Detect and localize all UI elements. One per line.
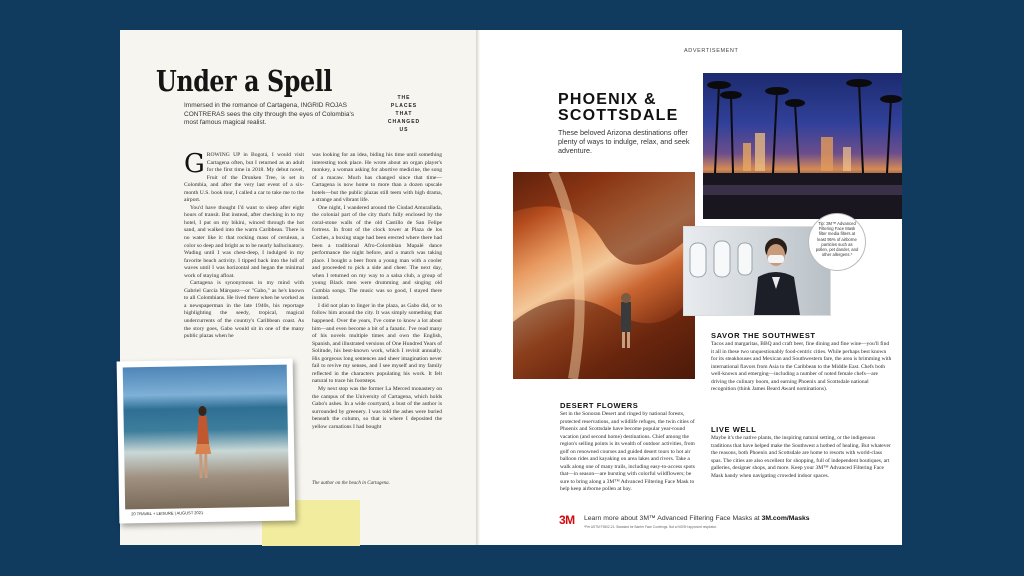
ad-headline-line-1: PHOENIX &	[558, 91, 657, 108]
ad-headline	[558, 92, 678, 124]
fine-print: *Per ASTM F3502-21. Standard for Barrier Face Coverings. Not a NIOSH approved respirator.	[584, 525, 717, 529]
section-body-live-well: Maybe it's the native plants, the inspiring natural setting, or the indigenous traditions that have helped make the Southwest a hotbed of healing. But whatever the reasons, both Phoenix and Scottsdale are home to resorts with world-class spas. The cities are also excellent for shopping, full of independent boutiques, art galleries, designer shops, and more. Keep your 3M™ Advanced Filtering Face Mask handy when navigating crowded indoor spaces.	[711, 435, 891, 479]
paragraph: ROWING UP in Bogotá, I would visit Cartagena often, but I returned as an adult for the first time in 2018. My debut novel, Fruit of the Drunken Tree, is set in Colombia, and after the very last event of a six-month U.S. book tour, I called a car to take me to the airport.	[184, 152, 304, 204]
paragraph: You'd have thought I'd want to sleep after eight hours of transit. But instead, after checking in to my hotel, I put on my bikini, winced through the hot sand, and walked into the warm Caribbean. There is no water like it: that rocking mass of cerulean, a color so deep and bright as to be nearly hallucinatory. Wading until I was chest-deep, I indulged in my favorite beach activity. I tipped back into the lull of waves until I was horizontal and began the minimal work of staying afloat.	[184, 204, 304, 279]
article-dek: Immersed in the romance of Cartagena, INGRID ROJAS CONTRERAS sees the city through the eyes of Colombia's most famous magical realist.	[184, 102, 354, 126]
beach-photo-card	[117, 358, 296, 523]
ad-footer	[584, 515, 810, 522]
paragraph: One night, I wandered around the Ciudad Amurallada, the colonial part of the city that's fully enclosed by the coral-stone walls of the old Castillo de San Felipe fortress. In front of the clock tower at Plaza de los Coches, a boxing stage had been erected where there had been a traditional Afro-Colombian Mapalé dance performance the night before, and a match was taking place. I bought a beer from a young man with a cooler and proceeded to pick a side and cheer. The next day, when I returned on my way to a salsa club, a group of young Black men were drumming and singing old Cumbia songs. The music was so good, I stayed there instead.	[312, 204, 442, 302]
city-night-photo	[703, 73, 902, 219]
advertisement-label: ADVERTISEMENT	[684, 48, 739, 54]
ad-subhead: These beloved Arizona destinations offer plenty of ways to indulge, relax, and seek adventure.	[558, 128, 690, 155]
footer-text: Learn more about 3M™ Advanced Filtering Face Masks at	[584, 515, 762, 522]
section-body-desert: Set in the Sonoran Desert and ringed by national forests, protected reservations, and wildlife refuges, the twin cities of Phoenix and Scottsdale have become popular year-round vacation (and second home) destinations. Chief among the region's selling points is its wealth of outdoor activities, from golf on renowned courses and guided desert tours to hot air balloon rides and kayaking on area lakes and rivers. Take a walk along one of many trails, including easy-to-access spots that—in season—are bursting with colorful wildflowers; be sure to bring along a 3M™ Advanced Filtering Face Mask to help keep airborne pollen at bay.	[560, 411, 695, 492]
3m-logo: 3M	[559, 513, 575, 527]
antelope-canyon-photo	[513, 172, 695, 379]
paragraph: was looking for an idea, biding his time until something interesting took place. He wrote about an organ player's monkey, a woman asking for abortive medicine, the song of a macaw. Much has changed since that time—Cartagena is now home to more than a dozen upscale hotels—but the public plazas still teem with high drama, a strange and vibrant life.	[312, 152, 442, 204]
article-title: Under a Spell	[156, 64, 332, 98]
paragraph: Cartagena is synonymous in my mind with Gabriel García Márquez—or "Gabo," as he's known to all Colombians. He lived there when he worked as a newspaperman in the late 1940s, his reportage highlighting the seedy, tropical, magical undercurrents of the country's Caribbean coast. As the story goes, Gabo would sit in one of the many public plazas when he	[184, 280, 304, 340]
page-gutter	[476, 30, 480, 545]
beach-photo	[123, 365, 289, 510]
section-kicker: THE PLACES THAT CHANGED US	[387, 95, 421, 133]
article-column-2	[312, 152, 442, 467]
drop-cap: G	[184, 152, 205, 179]
footer-link[interactable]: 3M.com/Masks	[761, 515, 810, 522]
tip-bubble: Tip: 3M™ Advanced Filtering Face Mask filter media filters at least 95% of airborne particles such as pollen, pet dander, and other allergens.*	[809, 214, 865, 270]
paragraph: My next stop was the former La Merced monastery on the campus of the University of Cartagena, which holds Gabo's ashes. In a wide courtyard, a bust of the author is surrounded by greenery. I was told the ashes were buried beneath the column, so that is where I deposited the yellow carnations I had bought	[312, 385, 442, 430]
canyon-illustration	[513, 172, 695, 379]
section-heading-savor: SAVOR THE SOUTHWEST	[711, 331, 816, 340]
section-heading-desert: DESERT FLOWERS	[560, 401, 639, 410]
palm-trees-illustration	[703, 73, 902, 219]
page-folio: 20 TRAVEL + LEISURE | AUGUST 2021	[131, 510, 204, 517]
section-heading-live-well: LIVE WELL	[711, 425, 757, 434]
photo-caption: The author on the beach in Cartagena.	[312, 481, 390, 486]
article-column-1	[184, 152, 304, 342]
paragraph: I did not plan to linger in the plaza, as Gabo did, or to follow him around the city. It was simply something that happened. Over the years, I've come to know a lot about him—and even become a bit of a fanatic. I've read many of his novels multiple times and own the English, Spanish, and illustrated versions of One Hundred Years of Solitude, his best-known work, which I revisit annually. His gorgeous long sentences and sheer imagination never fail to revive my senses, and I see myself and my family reflected in the characters populating his work. It felt natural to trace his footsteps.	[312, 302, 442, 385]
section-body-savor: Tacos and margaritas, BBQ and craft beer, fine dining and fine wine—you'll find it all in these two unquestionably food-centric cities. While perhaps best known for its steakhouses and Mexican and Southwestern fare, the area is brimming with international flavors from Asia to the Caribbean to the Middle East. Chefs both well-known and emerging—including a number of noted female chefs—are driving the culinary boom, and earning Phoenix and Scottsdale national recognition (think James Beard Award nominations).	[711, 341, 892, 392]
woman-figure	[193, 404, 212, 482]
ad-headline-line-2: SCOTTSDALE	[558, 107, 679, 124]
